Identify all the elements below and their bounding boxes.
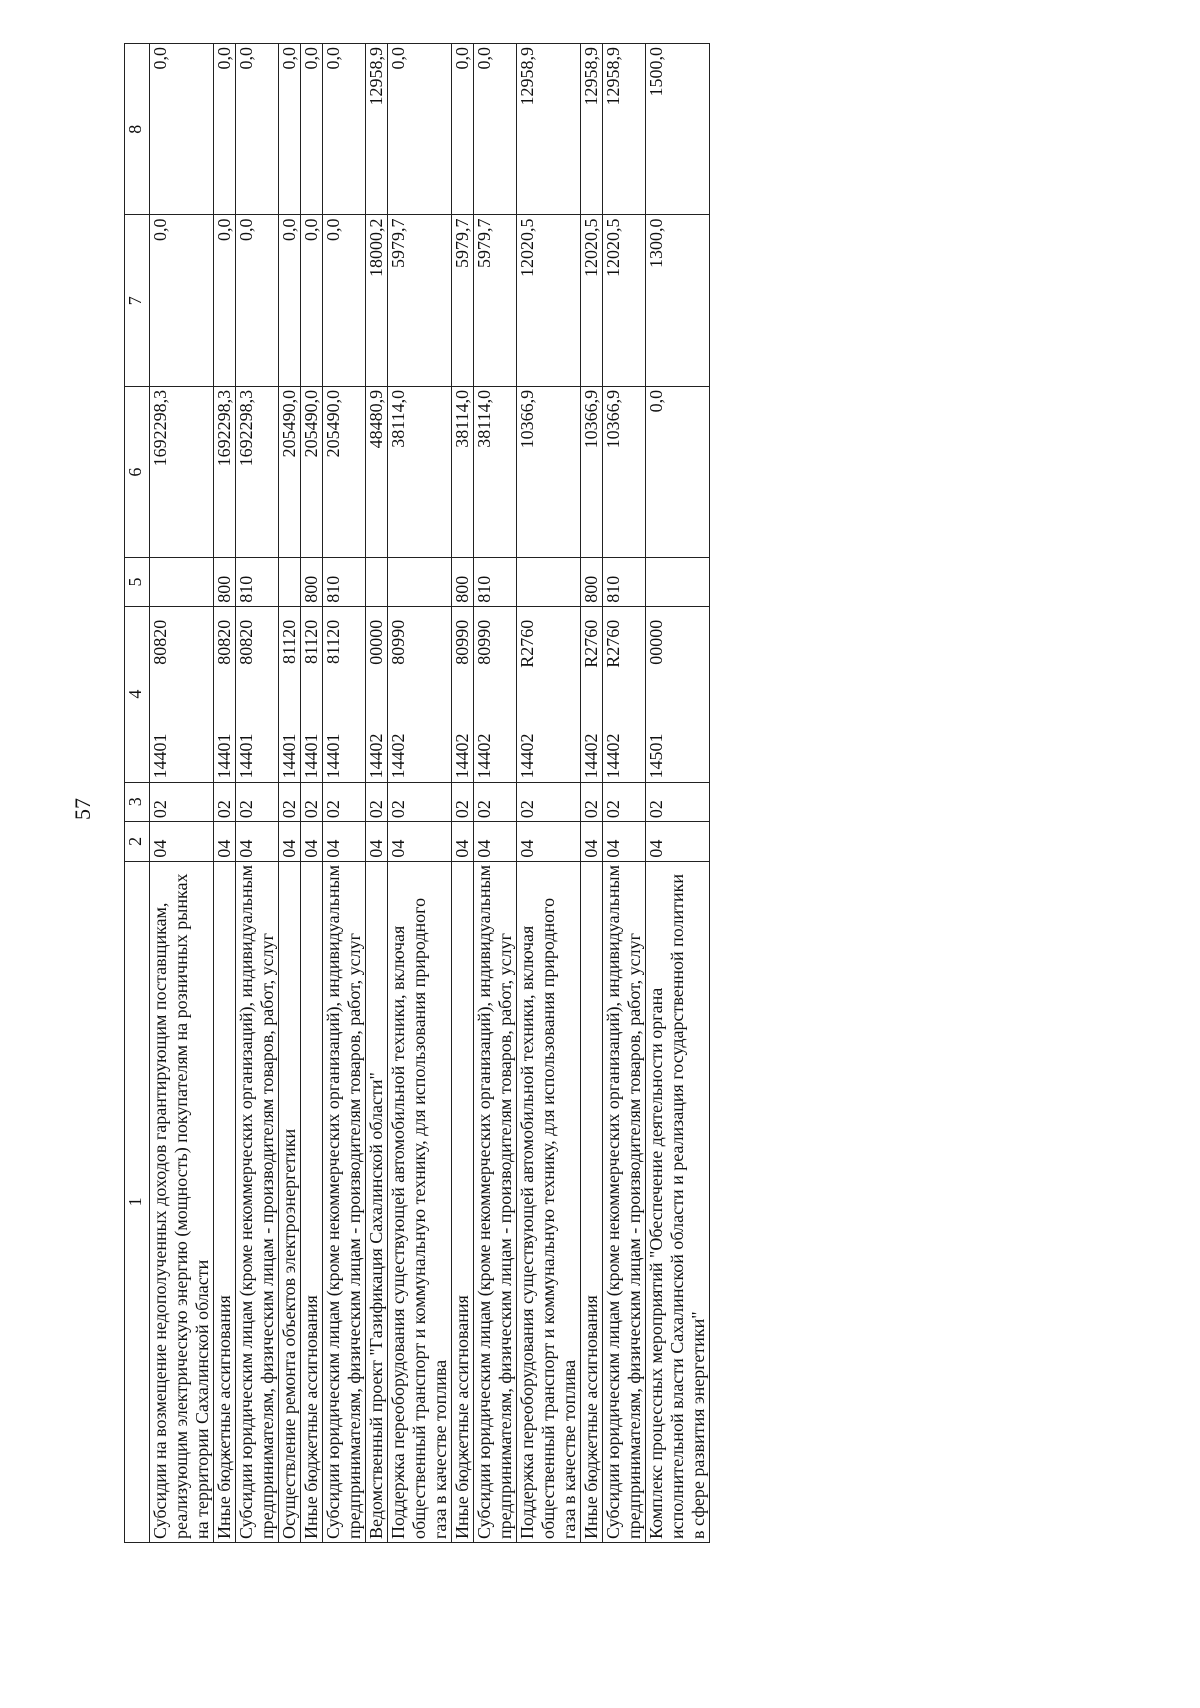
table-row — [603, 44, 646, 1543]
article-code-part2: 80820 — [150, 619, 170, 665]
subsection-code: 02 — [474, 782, 517, 822]
amount-col6: 1692298,3 — [236, 386, 279, 557]
section-code: 04 — [301, 822, 323, 862]
target-article-code — [646, 606, 710, 782]
subsection-code: 02 — [323, 782, 366, 822]
row-description: Субсидии юридическим лицам (кроме некоммерческих организаций), индивидуальным предпринимателям, физическим лицам - производителям товаров, работ, услуг — [236, 861, 279, 1542]
section-code: 04 — [646, 822, 710, 862]
expense-type-code: 810 — [603, 558, 646, 606]
target-article-code — [581, 606, 603, 782]
section-code: 04 — [279, 822, 301, 862]
section-code: 04 — [323, 822, 366, 862]
table-row — [301, 44, 323, 1543]
amount-col6: 10366,9 — [517, 386, 581, 557]
amount-col6: 1692298,3 — [214, 386, 236, 557]
table-row — [517, 44, 581, 1543]
amount-col8: 0,0 — [236, 44, 279, 215]
subsection-code: 02 — [366, 782, 388, 822]
expense-type-code — [517, 558, 581, 606]
article-code-part2: R2760 — [517, 619, 537, 668]
row-description: Иные бюджетные ассигнования — [301, 861, 323, 1542]
target-article-code — [388, 606, 452, 782]
subsection-code: 02 — [150, 782, 214, 822]
target-article-code — [323, 606, 366, 782]
amount-col8: 12958,9 — [603, 44, 646, 215]
table-row — [279, 44, 301, 1543]
expense-type-code: 800 — [452, 558, 474, 606]
target-article-code — [474, 606, 517, 782]
row-description: Субсидии юридическим лицам (кроме некоммерческих организаций), индивидуальным предпринимателям, физическим лицам - производителям товаров, работ, услуг — [474, 861, 517, 1542]
expense-type-code — [279, 558, 301, 606]
subsection-code: 02 — [517, 782, 581, 822]
article-code-part2: 80990 — [388, 619, 408, 665]
column-header-3: 3 — [125, 782, 150, 822]
page-number: 57 — [70, 798, 95, 820]
table-row — [323, 44, 366, 1543]
article-code-part1: 14401 — [279, 733, 299, 779]
subsection-code: 02 — [214, 782, 236, 822]
article-code-part1: 14401 — [150, 733, 170, 779]
subsection-code: 02 — [603, 782, 646, 822]
subsection-code: 02 — [646, 782, 710, 822]
target-article-code — [603, 606, 646, 782]
table-row — [150, 44, 214, 1543]
amount-col8: 0,0 — [388, 44, 452, 215]
subsection-code: 02 — [279, 782, 301, 822]
amount-col7: 5979,7 — [452, 215, 474, 386]
section-code: 04 — [236, 822, 279, 862]
amount-col7: 12020,5 — [517, 215, 581, 386]
article-code-part2: 80990 — [474, 619, 494, 665]
table-row — [388, 44, 452, 1543]
row-description: Иные бюджетные ассигнования — [214, 861, 236, 1542]
amount-col7: 0,0 — [279, 215, 301, 386]
expense-type-code: 800 — [301, 558, 323, 606]
table-row — [474, 44, 517, 1543]
row-description: Поддержка переоборудования существующей автомобильной техники, включая общественный транспорт и коммунальную технику, для использования природного газа в качестве топлива — [388, 861, 452, 1542]
amount-col8: 12958,9 — [581, 44, 603, 215]
section-code: 04 — [517, 822, 581, 862]
amount-col7: 0,0 — [236, 215, 279, 386]
target-article-code — [214, 606, 236, 782]
article-code-part1: 14402 — [581, 733, 601, 779]
amount-col7: 5979,7 — [474, 215, 517, 386]
target-article-code — [301, 606, 323, 782]
subsection-code: 02 — [581, 782, 603, 822]
amount-col7: 1300,0 — [646, 215, 710, 386]
article-code-part1: 14402 — [517, 733, 537, 779]
column-header-4: 4 — [125, 606, 150, 782]
column-header-7: 7 — [125, 215, 150, 386]
column-header-1: 1 — [125, 861, 150, 1542]
amount-col7: 5979,7 — [388, 215, 452, 386]
table-row — [452, 44, 474, 1543]
subsection-code: 02 — [301, 782, 323, 822]
row-description: Субсидии юридическим лицам (кроме некоммерческих организаций), индивидуальным предпринимателям, физическим лицам - производителям товаров, работ, услуг — [603, 861, 646, 1542]
amount-col8: 0,0 — [323, 44, 366, 215]
amount-col7: 0,0 — [323, 215, 366, 386]
article-code-part1: 14401 — [301, 733, 321, 779]
expense-type-code — [388, 558, 452, 606]
table-row — [646, 44, 710, 1543]
expense-type-code — [646, 558, 710, 606]
row-description: Поддержка переоборудования существующей автомобильной техники, включая общественный транспорт и коммунальную технику, для использования природного газа в качестве топлива — [517, 861, 581, 1542]
amount-col6: 38114,0 — [388, 386, 452, 557]
budget-table — [124, 43, 710, 1543]
section-code: 04 — [603, 822, 646, 862]
row-description: Осуществление ремонта объектов электроэнергетики — [279, 861, 301, 1542]
table-row — [214, 44, 236, 1543]
article-code-part2: 80820 — [236, 619, 256, 665]
column-header-2: 2 — [125, 822, 150, 862]
subsection-code: 02 — [236, 782, 279, 822]
amount-col8: 12958,9 — [517, 44, 581, 215]
amount-col8: 1500,0 — [646, 44, 710, 215]
article-code-part2: 00000 — [646, 619, 666, 665]
article-code-part1: 14402 — [474, 733, 494, 779]
expense-type-code: 810 — [474, 558, 517, 606]
article-code-part1: 14402 — [366, 733, 386, 779]
article-code-part1: 14402 — [452, 733, 472, 779]
article-code-part2: 80990 — [452, 619, 472, 665]
amount-col7: 18000,2 — [366, 215, 388, 386]
column-header-5: 5 — [125, 558, 150, 606]
amount-col7: 0,0 — [150, 215, 214, 386]
amount-col8: 12958,9 — [366, 44, 388, 215]
target-article-code — [150, 606, 214, 782]
table-row — [366, 44, 388, 1543]
section-code: 04 — [581, 822, 603, 862]
section-code: 04 — [366, 822, 388, 862]
row-description: Иные бюджетные ассигнования — [452, 861, 474, 1542]
expense-type-code: 800 — [581, 558, 603, 606]
section-code: 04 — [214, 822, 236, 862]
article-code-part1: 14402 — [603, 733, 623, 779]
amount-col6: 10366,9 — [603, 386, 646, 557]
target-article-code — [236, 606, 279, 782]
amount-col6: 48480,9 — [366, 386, 388, 557]
section-code: 04 — [474, 822, 517, 862]
table-body — [150, 44, 710, 1543]
amount-col8: 0,0 — [214, 44, 236, 215]
amount-col8: 0,0 — [474, 44, 517, 215]
amount-col8: 0,0 — [150, 44, 214, 215]
row-description: Субсидии юридическим лицам (кроме некоммерческих организаций), индивидуальным предпринимателям, физическим лицам - производителям товаров, работ, услуг — [323, 861, 366, 1542]
amount-col6: 1692298,3 — [150, 386, 214, 557]
amount-col7: 0,0 — [301, 215, 323, 386]
article-code-part2: 81120 — [301, 619, 321, 665]
article-code-part2: 81120 — [323, 619, 343, 665]
amount-col6: 205490,0 — [323, 386, 366, 557]
amount-col6: 205490,0 — [279, 386, 301, 557]
section-code: 04 — [150, 822, 214, 862]
article-code-part1: 14401 — [323, 733, 343, 779]
rotated-page — [124, 43, 1124, 1543]
article-code-part2: R2760 — [581, 619, 601, 668]
amount-col6: 0,0 — [646, 386, 710, 557]
row-description: Комплекс процессных мероприятий "Обеспечение деятельности органа исполнительной власти Сахалинской области и реализация государственной политики в сфере развития энергетики" — [646, 861, 710, 1542]
expense-type-code: 800 — [214, 558, 236, 606]
article-code-part1: 14501 — [646, 733, 666, 779]
amount-col8: 0,0 — [301, 44, 323, 215]
article-code-part2: R2760 — [603, 619, 623, 668]
section-code: 04 — [388, 822, 452, 862]
article-code-part2: 00000 — [366, 619, 386, 665]
amount-col7: 0,0 — [214, 215, 236, 386]
target-article-code — [366, 606, 388, 782]
article-code-part1: 14402 — [388, 733, 408, 779]
expense-type-code: 810 — [236, 558, 279, 606]
column-header-8: 8 — [125, 44, 150, 215]
amount-col8: 0,0 — [279, 44, 301, 215]
row-description: Ведомственный проект "Газификация Сахалинской области" — [366, 861, 388, 1542]
article-code-part2: 81120 — [279, 619, 299, 665]
article-code-part2: 80820 — [214, 619, 234, 665]
amount-col6: 38114,0 — [452, 386, 474, 557]
row-description: Иные бюджетные ассигнования — [581, 861, 603, 1542]
row-description: Субсидии на возмещение недополученных доходов гарантирующим поставщикам, реализующим электрическую энергию (мощность) покупателям на розничных рынках на территории Сахалинской области — [150, 861, 214, 1542]
amount-col8: 0,0 — [452, 44, 474, 215]
expense-type-code — [150, 558, 214, 606]
target-article-code — [452, 606, 474, 782]
column-header-6: 6 — [125, 386, 150, 557]
target-article-code — [279, 606, 301, 782]
expense-type-code — [366, 558, 388, 606]
table-row — [236, 44, 279, 1543]
article-code-part1: 14401 — [236, 733, 256, 779]
amount-col6: 205490,0 — [301, 386, 323, 557]
section-code: 04 — [452, 822, 474, 862]
table-row — [581, 44, 603, 1543]
subsection-code: 02 — [388, 782, 452, 822]
target-article-code — [517, 606, 581, 782]
article-code-part1: 14401 — [214, 733, 234, 779]
amount-col6: 38114,0 — [474, 386, 517, 557]
header-row — [125, 44, 150, 1543]
amount-col7: 12020,5 — [603, 215, 646, 386]
expense-type-code: 810 — [323, 558, 366, 606]
subsection-code: 02 — [452, 782, 474, 822]
amount-col7: 12020,5 — [581, 215, 603, 386]
amount-col6: 10366,9 — [581, 386, 603, 557]
